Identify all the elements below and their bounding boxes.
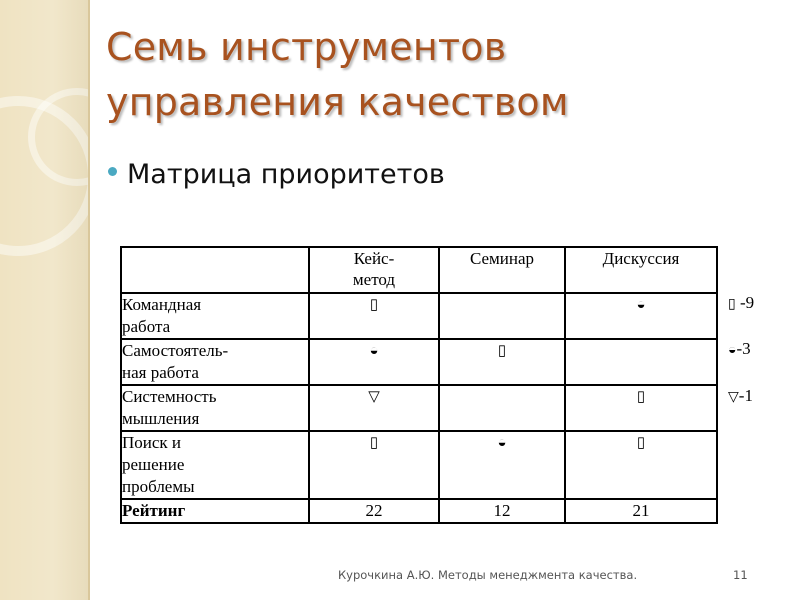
table-header-row: [121, 247, 717, 293]
row-label: Системность мышления: [121, 385, 309, 431]
header-corner-cell: [121, 247, 309, 293]
footer-text: Курочкина А.Ю. Методы менеджмента качества.: [338, 568, 638, 582]
triangle-symbol-icon: ▽: [728, 390, 739, 405]
rating-row: [121, 499, 717, 523]
table-row: [121, 385, 717, 431]
legend-value: -9: [739, 293, 755, 312]
legend-item: [728, 293, 754, 313]
square-symbol-icon: ▯: [369, 297, 379, 313]
row-label: Самостоятель- ная работа: [121, 339, 309, 385]
legend-item: [728, 339, 751, 359]
bullet-text: Матрица приоритетов: [127, 158, 445, 190]
title-line-2: управления качеством: [106, 80, 569, 124]
half-circle-symbol-icon: ◒: [728, 343, 737, 358]
bullet-dot-icon: [108, 167, 117, 176]
column-header-discussion: Дискуссия: [565, 247, 717, 293]
column-header-seminar: Семинар: [439, 247, 565, 293]
table-cell: [439, 385, 565, 431]
rating-value: 12: [439, 499, 565, 523]
square-symbol-icon: ▯: [728, 297, 736, 312]
row-label: Поиск и решение проблемы: [121, 431, 309, 499]
table-cell: [439, 431, 565, 499]
triangle-symbol-icon: ▽: [368, 389, 380, 405]
half-circle-symbol-icon: ◒: [636, 297, 646, 313]
half-circle-symbol-icon: ◒: [369, 343, 379, 359]
square-symbol-icon: ▯: [636, 435, 646, 451]
table-row: [121, 431, 717, 499]
slide-title: [106, 20, 756, 130]
table-cell: [565, 385, 717, 431]
page-number: 11: [733, 568, 748, 582]
table-cell: [309, 431, 439, 499]
strip-divider: [88, 0, 90, 600]
column-header-case-method: Кейс- метод: [309, 247, 439, 293]
title-line-1: Семь инструментов: [106, 25, 507, 69]
priority-matrix-table: [120, 246, 718, 524]
row-label: Командная работа: [121, 293, 309, 339]
table-row: [121, 293, 717, 339]
table-cell: [309, 339, 439, 385]
square-symbol-icon: ▯: [497, 343, 507, 359]
table-cell: [439, 339, 565, 385]
rating-value: 21: [565, 499, 717, 523]
table-cell: [309, 293, 439, 339]
rating-label: Рейтинг: [121, 499, 309, 523]
legend-item: [728, 386, 753, 406]
table-cell: [439, 293, 565, 339]
square-symbol-icon: ▯: [636, 389, 646, 405]
table-row: [121, 339, 717, 385]
legend-value: -3: [736, 339, 751, 358]
square-symbol-icon: ▯: [369, 435, 379, 451]
table-cell: [565, 293, 717, 339]
bullet-item: [108, 154, 445, 194]
half-circle-symbol-icon: ◒: [497, 435, 507, 451]
legend-value: -1: [738, 386, 753, 405]
table-cell: [565, 431, 717, 499]
decorative-side-strip: [0, 0, 88, 600]
table-cell: [565, 339, 717, 385]
decorative-band: [0, 0, 88, 600]
table-cell: [309, 385, 439, 431]
rating-value: 22: [309, 499, 439, 523]
